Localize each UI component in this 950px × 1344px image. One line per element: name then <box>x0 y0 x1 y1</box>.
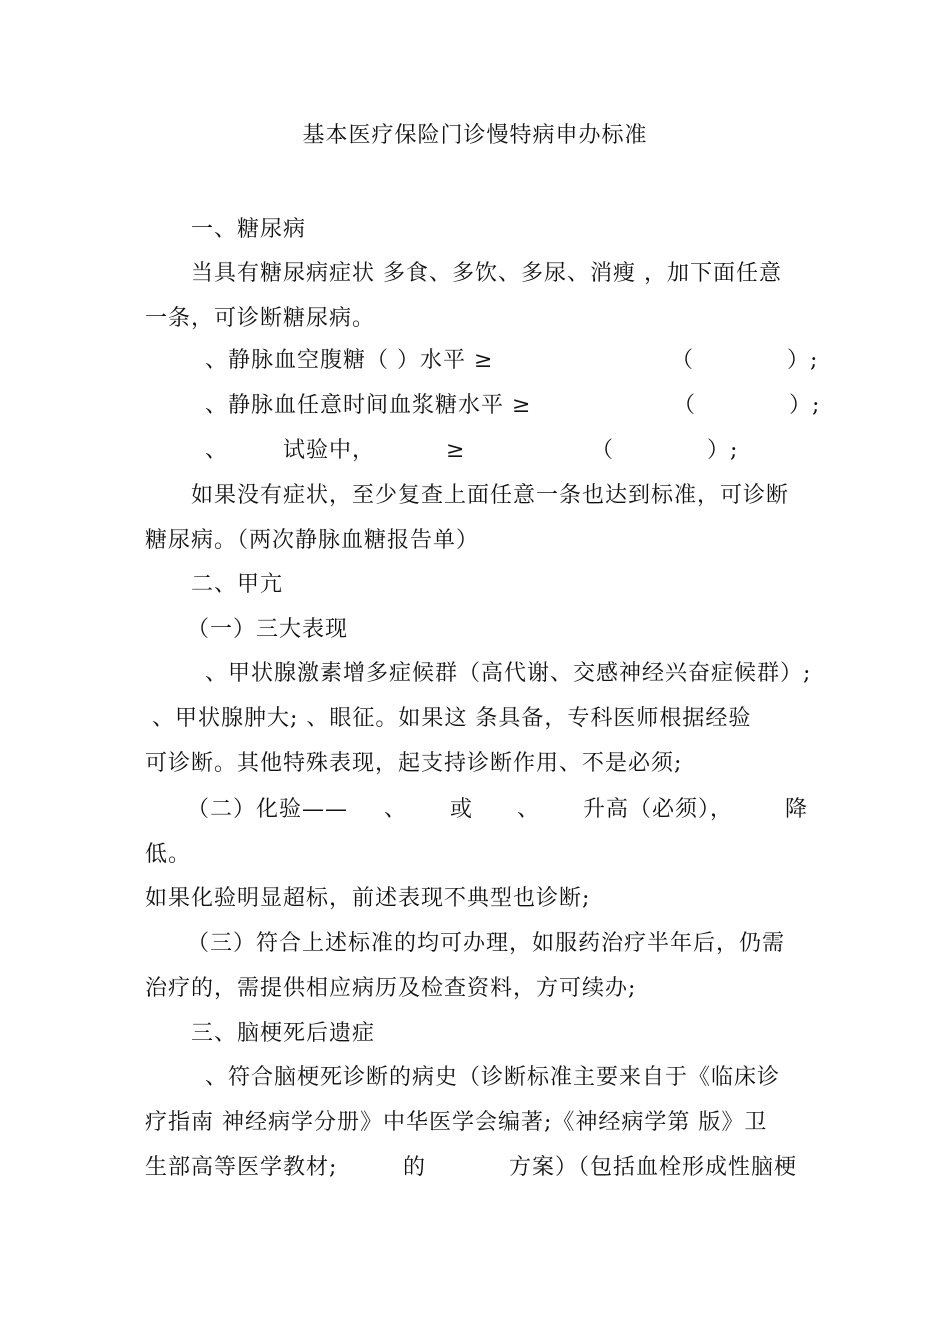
criteria-line: 、 <box>205 438 229 463</box>
paragraph-line: 一条，可诊断糖尿病。 <box>145 306 376 331</box>
subsection-heading: （一）三大表现 <box>187 617 349 642</box>
lab-line: （二）化验—— <box>187 797 349 822</box>
criteria-fragment: （ <box>673 393 697 418</box>
paragraph-line: 、符合脑梗死诊断的病史（诊断标准主要来自于《临床诊 <box>205 1065 781 1090</box>
criteria-fragment: ）; <box>787 348 819 373</box>
criteria-fragment: （ <box>671 348 695 373</box>
criteria-line: 、静脉血空腹糖（ ）水平 ≥ <box>205 348 494 373</box>
lab-fragment: 、 <box>517 797 541 822</box>
paragraph-line: 低。 <box>145 842 192 867</box>
paragraph-line: 生部高等医学教材; <box>145 1155 338 1180</box>
paragraph-line: 疗指南 神经病学分册》中华医学会编著;《神经病学第 版》卫 <box>145 1110 768 1135</box>
criteria-line: 、静脉血任意时间血浆糖水平 ≥ <box>205 393 532 418</box>
section-heading-hyperthyroid: 二、甲亢 <box>191 572 284 597</box>
criteria-fragment: ≥ <box>446 438 466 463</box>
paragraph-line: 当具有糖尿病症状 多食、多饮、多尿、消瘦 ，加下面任意 <box>191 261 782 286</box>
paragraph-fragment: 的 <box>403 1155 427 1180</box>
document-title: 基本医疗保险门诊慢特病申办标准 <box>302 123 648 148</box>
criteria-fragment: ）; <box>789 393 821 418</box>
criteria-fragment: （ <box>591 438 615 463</box>
paragraph-line: 糖尿病。（两次静脉血糖报告单） <box>145 528 480 553</box>
paragraph-line: 可诊断。其他特殊表现，起支持诊断作用、不是必须; <box>145 751 683 776</box>
paragraph-line: 、甲状腺肿大; 、眼征。如果这 条具备，专科医师根据经验 <box>152 706 752 731</box>
paragraph-line: 如果化验明显超标，前述表现不典型也诊断; <box>145 886 591 911</box>
criteria-fragment: ）; <box>707 438 739 463</box>
criteria-fragment: 试验中， <box>283 438 376 463</box>
lab-fragment: 升高（必须）， <box>583 797 734 822</box>
paragraph-line: 治疗的，需提供相应病历及检查资料，方可续办; <box>145 976 637 1001</box>
section-heading-diabetes: 一、糖尿病 <box>191 217 307 242</box>
paragraph-line: 、甲状腺激素增多症候群（高代谢、交感神经兴奋症候群）; <box>205 661 812 686</box>
lab-fragment: 、 <box>384 797 408 822</box>
section-heading-cerebral-infarction: 三、脑梗死后遗症 <box>191 1021 376 1046</box>
lab-fragment: 降 <box>785 797 809 822</box>
paragraph-line: （三）符合上述标准的均可办理，如服药治疗半年后，仍需 <box>187 931 786 956</box>
lab-fragment: 或 <box>450 797 474 822</box>
paragraph-fragment: 方案）（包括血栓形成性脑梗 <box>509 1155 798 1180</box>
paragraph-line: 如果没有症状，至少复查上面任意一条也达到标准，可诊断 <box>191 483 790 508</box>
